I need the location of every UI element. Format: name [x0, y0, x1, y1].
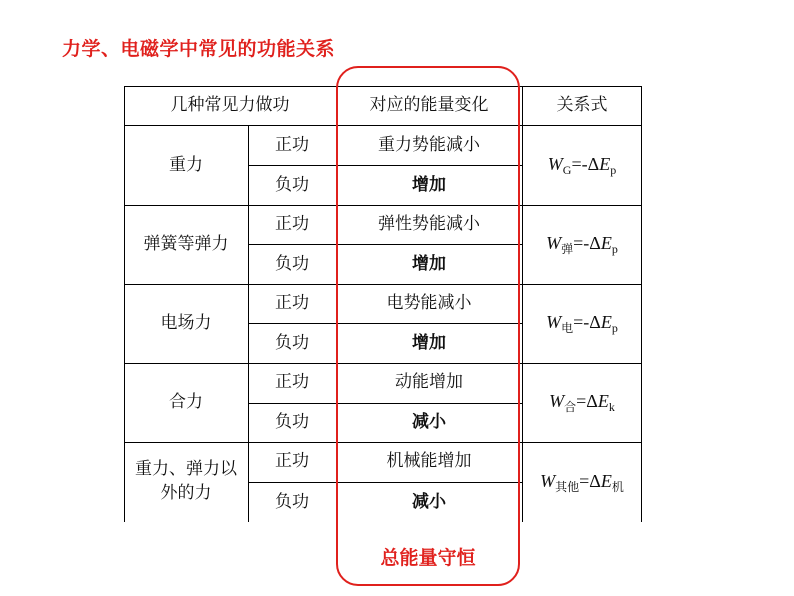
relation-formula: $W_合=\Delta E_k$ — [549, 391, 615, 415]
relation-formula: $W_弹=-\Delta E_p$ — [546, 233, 618, 257]
positive-energy-change: 电势能减小 — [386, 292, 472, 313]
page-title: 力学、电磁学中常见的功能关系 — [62, 38, 336, 60]
positive-energy-change: 动能增加 — [395, 372, 463, 393]
header-force-work: 几种常见力做功 — [170, 95, 290, 116]
negative-energy-change: 增加 — [412, 253, 446, 274]
negative-energy-change: 减小 — [412, 491, 446, 512]
positive-work-label: 正功 — [275, 292, 309, 313]
negative-work-label: 负功 — [275, 253, 309, 274]
relation-formula: $W_G=-\Delta E_p$ — [547, 154, 617, 178]
negative-work-label: 负功 — [275, 412, 309, 433]
force-name: 重力 — [169, 154, 203, 175]
positive-energy-change: 弹性势能减小 — [378, 213, 480, 234]
header-relation: 关系式 — [556, 95, 608, 116]
relation-formula: $W_电=-\Delta E_p$ — [546, 312, 618, 336]
negative-work-label: 负功 — [275, 332, 309, 353]
negative-work-label: 负功 — [275, 174, 309, 195]
energy-change-highlight-box — [336, 66, 520, 586]
negative-energy-change: 增加 — [412, 174, 446, 195]
negative-energy-change: 减小 — [412, 412, 446, 433]
positive-work-label: 正功 — [275, 372, 309, 393]
negative-work-label: 负功 — [275, 491, 309, 512]
relation-formula: $W_{其他}=\Delta E_机$ — [540, 470, 624, 494]
header-energy-change: 对应的能量变化 — [369, 95, 489, 116]
energy-conservation-label: 总能量守恒 — [380, 547, 476, 569]
force-name: 电场力 — [160, 312, 212, 333]
positive-work-label: 正功 — [275, 213, 309, 234]
positive-energy-change: 机械能增加 — [386, 451, 472, 472]
negative-energy-change: 增加 — [412, 332, 446, 353]
positive-work-label: 正功 — [275, 451, 309, 472]
force-name: 合力 — [169, 391, 203, 412]
positive-energy-change: 重力势能减小 — [378, 134, 480, 155]
positive-work-label: 正功 — [275, 134, 309, 155]
force-name: 弹簧等弹力 — [143, 233, 229, 254]
force-name: 重力、弹力以外的力 — [135, 459, 237, 503]
